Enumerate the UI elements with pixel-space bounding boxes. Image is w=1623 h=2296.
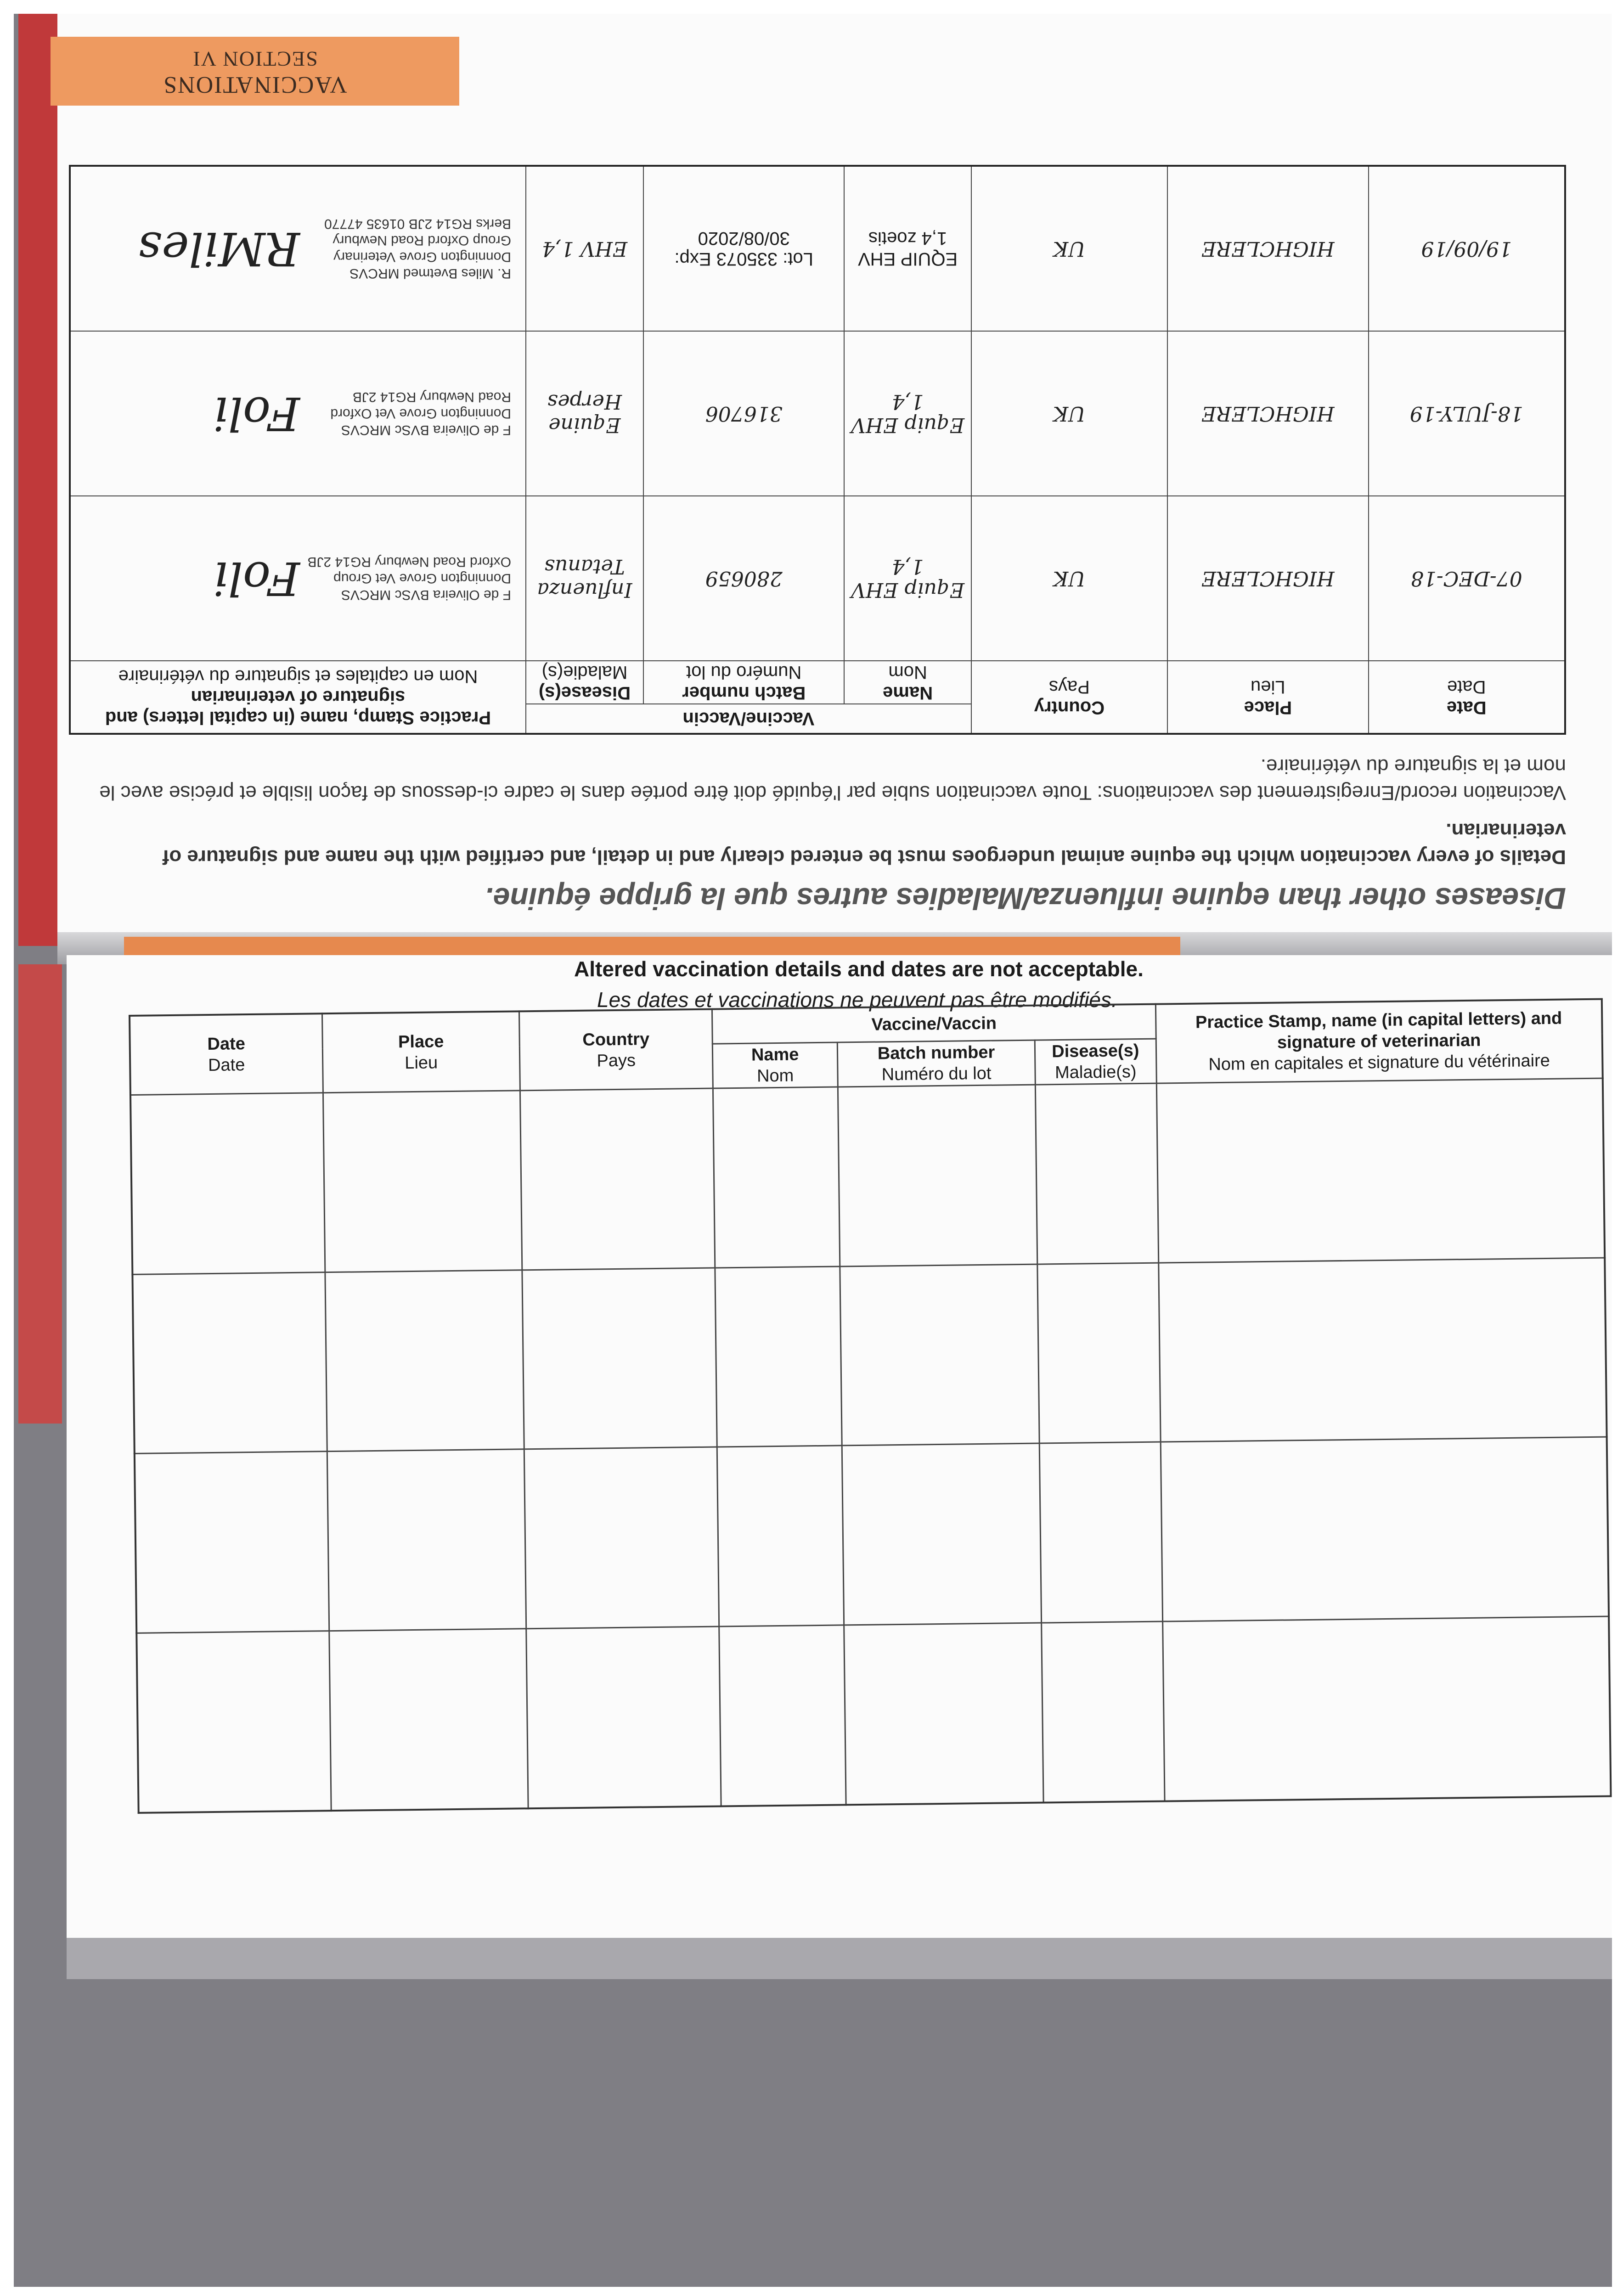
cell-name[interactable]	[713, 1087, 840, 1268]
cell-disease: Equine Herpes	[526, 331, 643, 496]
cell-disease[interactable]	[1035, 1083, 1158, 1264]
cell-disease[interactable]	[1037, 1263, 1161, 1444]
cell-batch: 316706	[643, 331, 844, 496]
page-bottom-shadow	[67, 1938, 1612, 1979]
header-batch: Batch number Numéro du lot	[837, 1040, 1035, 1087]
header-batch: Batch number Numéro du lot	[643, 661, 844, 704]
header-vaccine-group: Vaccine/Vaccin	[526, 704, 971, 734]
section-label-box	[51, 37, 459, 106]
cell-name: Equip EHV 1,4	[845, 331, 971, 496]
cell-place[interactable]	[327, 1449, 526, 1631]
cell-place: HIGHCLERE	[1167, 496, 1368, 661]
cell-name: Equip EHV 1,4	[845, 496, 971, 661]
header-date: Date Date	[130, 1013, 323, 1095]
vet-signature: Foli	[213, 387, 300, 440]
cell-batch[interactable]	[842, 1444, 1041, 1626]
cell-stamp[interactable]	[1162, 1616, 1611, 1801]
cell-batch[interactable]	[840, 1264, 1039, 1446]
vet-stamp: F de Oliveira BVSc MRCVS Donnington Grove Vet Group Oxford Road Newbury RG14 2JB	[307, 554, 511, 603]
altered-notice-fr: Les dates et vaccinations ne peuvent pas être modifiés.	[597, 988, 1117, 1012]
cell-date: 07-DEC-18	[1369, 496, 1565, 661]
vet-stamp: F de Oliveira BVSc MRCVS Donnington Grove Vet Oxford Road Newbury RG14 2JB	[330, 389, 511, 438]
vet-stamp: R. Miles Bvetmed MRCVS Donnington Grove Veterinary Group Oxford Road Newbury Berks RG14 2JB 01635 47770	[324, 216, 511, 281]
header-name: Name Nom	[712, 1042, 838, 1088]
cell-country: UK	[971, 166, 1167, 331]
cell-country[interactable]	[526, 1626, 721, 1808]
cell-batch: Lot: 335073 Exp: 30/08/2020	[643, 166, 844, 331]
table-row	[135, 1437, 1609, 1633]
header-stamp: Practice Stamp, name (in capital letters) and signature of veterinarian Nom en capitales et signature du vétérinaire	[1155, 999, 1603, 1084]
header-date: Date Date	[1369, 661, 1565, 734]
section-label-number: SECTION VI	[192, 47, 318, 71]
cell-country: UK	[971, 331, 1167, 496]
table-row	[70, 496, 1565, 661]
header-name: Name Nom	[845, 661, 971, 704]
cell-place: HIGHCLERE	[1167, 331, 1368, 496]
section-label-title: VACCINATIONS	[163, 72, 347, 98]
header-stamp: Practice Stamp, name (in capital letters) and signature of veterinarian Nom en capitales et signature du vétérinaire	[70, 661, 526, 734]
cell-place[interactable]	[329, 1629, 528, 1811]
header-country: Country Pays	[519, 1009, 713, 1091]
table-row	[70, 331, 1565, 496]
cell-country[interactable]	[520, 1088, 715, 1270]
cell-disease[interactable]	[1039, 1442, 1162, 1623]
header-place: Place Lieu	[1167, 661, 1368, 734]
altered-notice-en: Altered vaccination details and dates are not acceptable.	[574, 957, 1144, 981]
header-disease: Disease(s) Maladie(s)	[1035, 1039, 1156, 1085]
table-row	[70, 166, 1565, 331]
cell-name[interactable]	[719, 1625, 846, 1806]
cell-batch: 280659	[643, 496, 844, 661]
cell-stamp[interactable]	[1158, 1258, 1606, 1442]
instructions-en: Details of every vaccination which the equine animal undergoes must be entered clearly and in detail, and certified with the name and signature of veterinarian.	[162, 819, 1566, 868]
cell-date[interactable]	[132, 1272, 327, 1453]
diseases-heading: Diseases other than equine influenza/Maladies autres que la grippe équine.	[485, 882, 1566, 916]
header-country: Country Pays	[971, 661, 1167, 734]
cell-date[interactable]	[136, 1631, 331, 1813]
blank-vaccination-table	[129, 998, 1612, 1814]
cell-place[interactable]	[323, 1091, 522, 1272]
cell-country[interactable]	[522, 1268, 717, 1449]
cell-stamp	[70, 166, 526, 331]
upper-page-content	[57, 14, 1612, 955]
red-cover-edge-lower	[18, 964, 62, 1424]
table-row	[132, 1258, 1606, 1454]
table-row	[130, 1078, 1605, 1274]
header-disease: Disease(s) Maladie(s)	[526, 661, 643, 704]
header-place: Place Lieu	[322, 1011, 520, 1092]
instructions-fr: Vaccination record/Enregistrement des vaccinations: Toute vaccination subie par l'équidé doit être portée dans le cadre ci-dessous de façon lisible et précise avec le nom et la signature du vétérinaire.	[99, 755, 1566, 804]
cell-disease[interactable]	[1042, 1621, 1165, 1802]
table-row	[136, 1616, 1611, 1813]
cell-name[interactable]	[717, 1446, 844, 1626]
cell-date[interactable]	[130, 1093, 325, 1274]
vet-signature: RMiles	[138, 222, 300, 276]
cell-stamp[interactable]	[1156, 1078, 1605, 1263]
header-vaccine-group: Vaccine/Vaccin	[712, 1004, 1156, 1044]
cell-date: 19/09/19	[1369, 166, 1565, 331]
cell-country[interactable]	[524, 1447, 719, 1628]
cell-stamp	[70, 331, 526, 496]
cell-stamp[interactable]	[1161, 1437, 1609, 1622]
cell-place: HIGHCLERE	[1167, 166, 1368, 331]
cell-country: UK	[971, 496, 1167, 661]
vet-signature: Foli	[213, 551, 300, 605]
cell-disease: Influenza Tetanus	[526, 496, 643, 661]
cell-date: 18-JULY-19	[1369, 331, 1565, 496]
cell-stamp	[70, 496, 526, 661]
cell-batch[interactable]	[838, 1085, 1037, 1266]
cell-disease: EHV 1,4	[526, 166, 643, 331]
cell-name[interactable]	[715, 1266, 842, 1447]
cell-place[interactable]	[325, 1270, 524, 1452]
cell-name: EQUIP EHV 1,4 zoetis	[845, 166, 971, 331]
cell-batch[interactable]	[844, 1623, 1043, 1805]
cell-date[interactable]	[135, 1452, 329, 1633]
red-cover-edge	[18, 14, 62, 946]
vaccination-record-table	[69, 165, 1566, 735]
